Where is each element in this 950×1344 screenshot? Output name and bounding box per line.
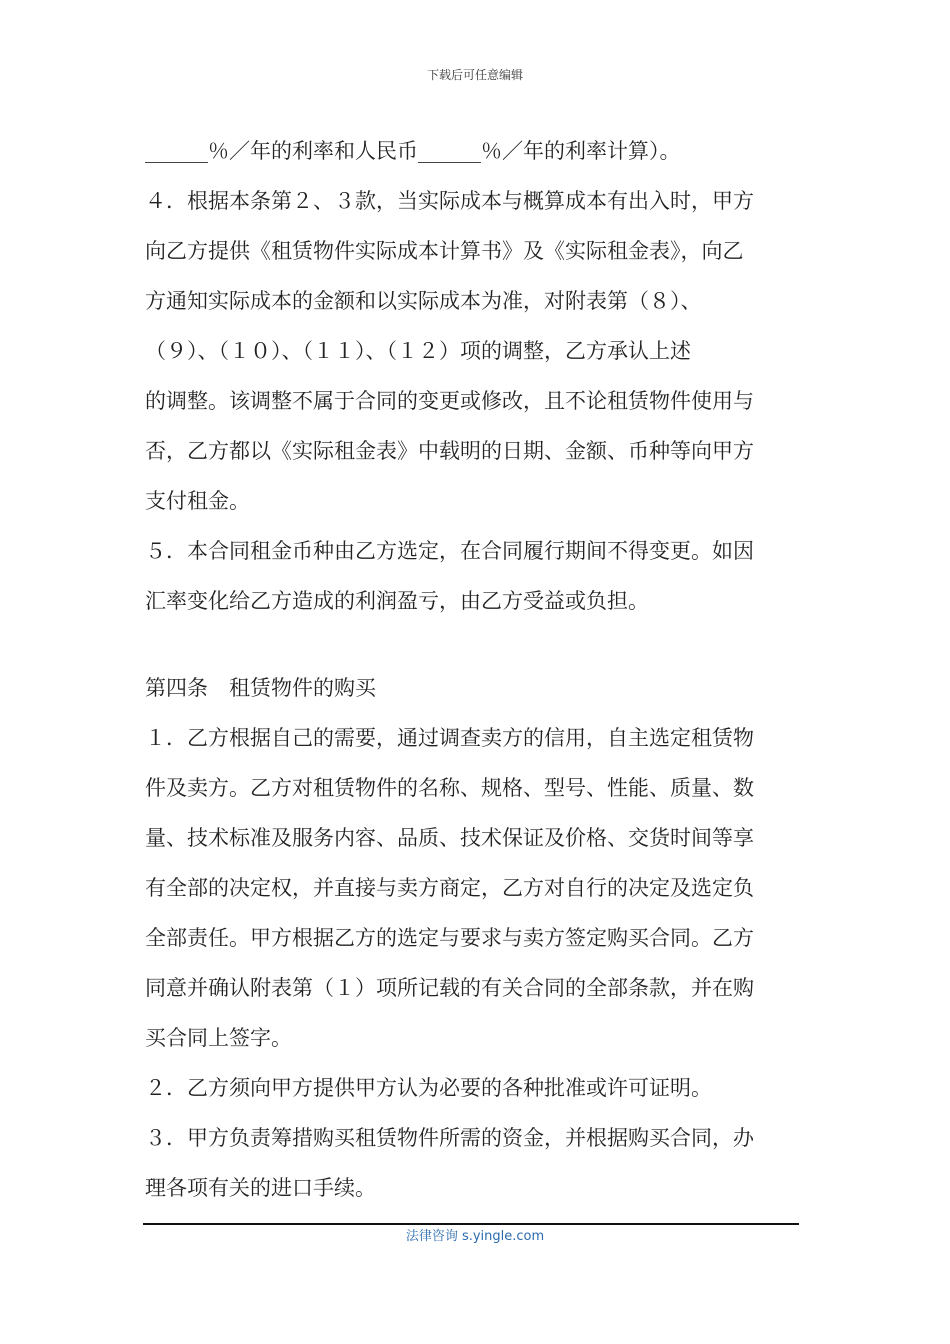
document-body (145, 130, 800, 1217)
paragraph-line: ４．根据本条第２、３款，当实际成本与概算成本有出入时，甲方 (145, 189, 754, 213)
section-line: １．乙方根据自己的需要，通过调查卖方的信用，自主选定租赁物 (145, 726, 754, 750)
page-header: 下载后可任意编辑 (426, 68, 523, 82)
paragraph-line: 支付租金。 (145, 489, 250, 513)
paragraph-line: （９）、（１０）、（１１）、（１２）项的调整，乙方承认上述 (145, 339, 691, 363)
paragraph-line: 否，乙方都以《实际租金表》中载明的日期、金额、币种等向甲方 (145, 439, 754, 463)
section-spacer (145, 630, 800, 667)
section-line: 件及卖方。乙方对租赁物件的名称、规格、型号、性能、质量、数 (145, 776, 754, 800)
footer-divider (143, 1223, 799, 1225)
paragraph-line: 的调整。该调整不属于合同的变更或修改，且不论租赁物件使用与 (145, 389, 754, 413)
paragraph-line: 向乙方提供《租赁物件实际成本计算书》及《实际租金表》，向乙 (145, 239, 744, 263)
section-line: 理各项有关的进口手续。 (145, 1176, 376, 1200)
section-line: 量、技术标准及服务内容、品质、技术保证及价格、交货时间等享 (145, 826, 754, 850)
section-title: 第四条 租赁物件的购买 (145, 676, 376, 700)
section-line: ２．乙方须向甲方提供甲方认为必要的各种批准或许可证明。 (145, 1076, 712, 1100)
section-line: 同意并确认附表第（１）项所记载的有关合同的全部条款，并在购 (145, 976, 754, 1000)
footer-link[interactable]: 法律咨询 s.yingle.com (405, 1229, 545, 1244)
section-line: 买合同上签字。 (145, 1026, 292, 1050)
paragraph-line: ______％／年的利率和人民币______％／年的利率计算）。 (145, 139, 681, 163)
paragraph-line: ５．本合同租金币种由乙方选定，在合同履行期间不得变更。如因 (145, 539, 754, 563)
section-line: 全部责任。甲方根据乙方的选定与要求与卖方签定购买合同。乙方 (145, 926, 754, 950)
paragraph-line: 汇率变化给乙方造成的利润盈亏，由乙方受益或负担。 (145, 589, 649, 613)
section-line: 有全部的决定权，并直接与卖方商定，乙方对自行的决定及选定负 (145, 876, 754, 900)
section-line: ３．甲方负责筹措购买租赁物件所需的资金，并根据购买合同，办 (145, 1126, 754, 1150)
paragraph-line: 方通知实际成本的金额和以实际成本为准，对附表第（８）、 (145, 289, 702, 313)
